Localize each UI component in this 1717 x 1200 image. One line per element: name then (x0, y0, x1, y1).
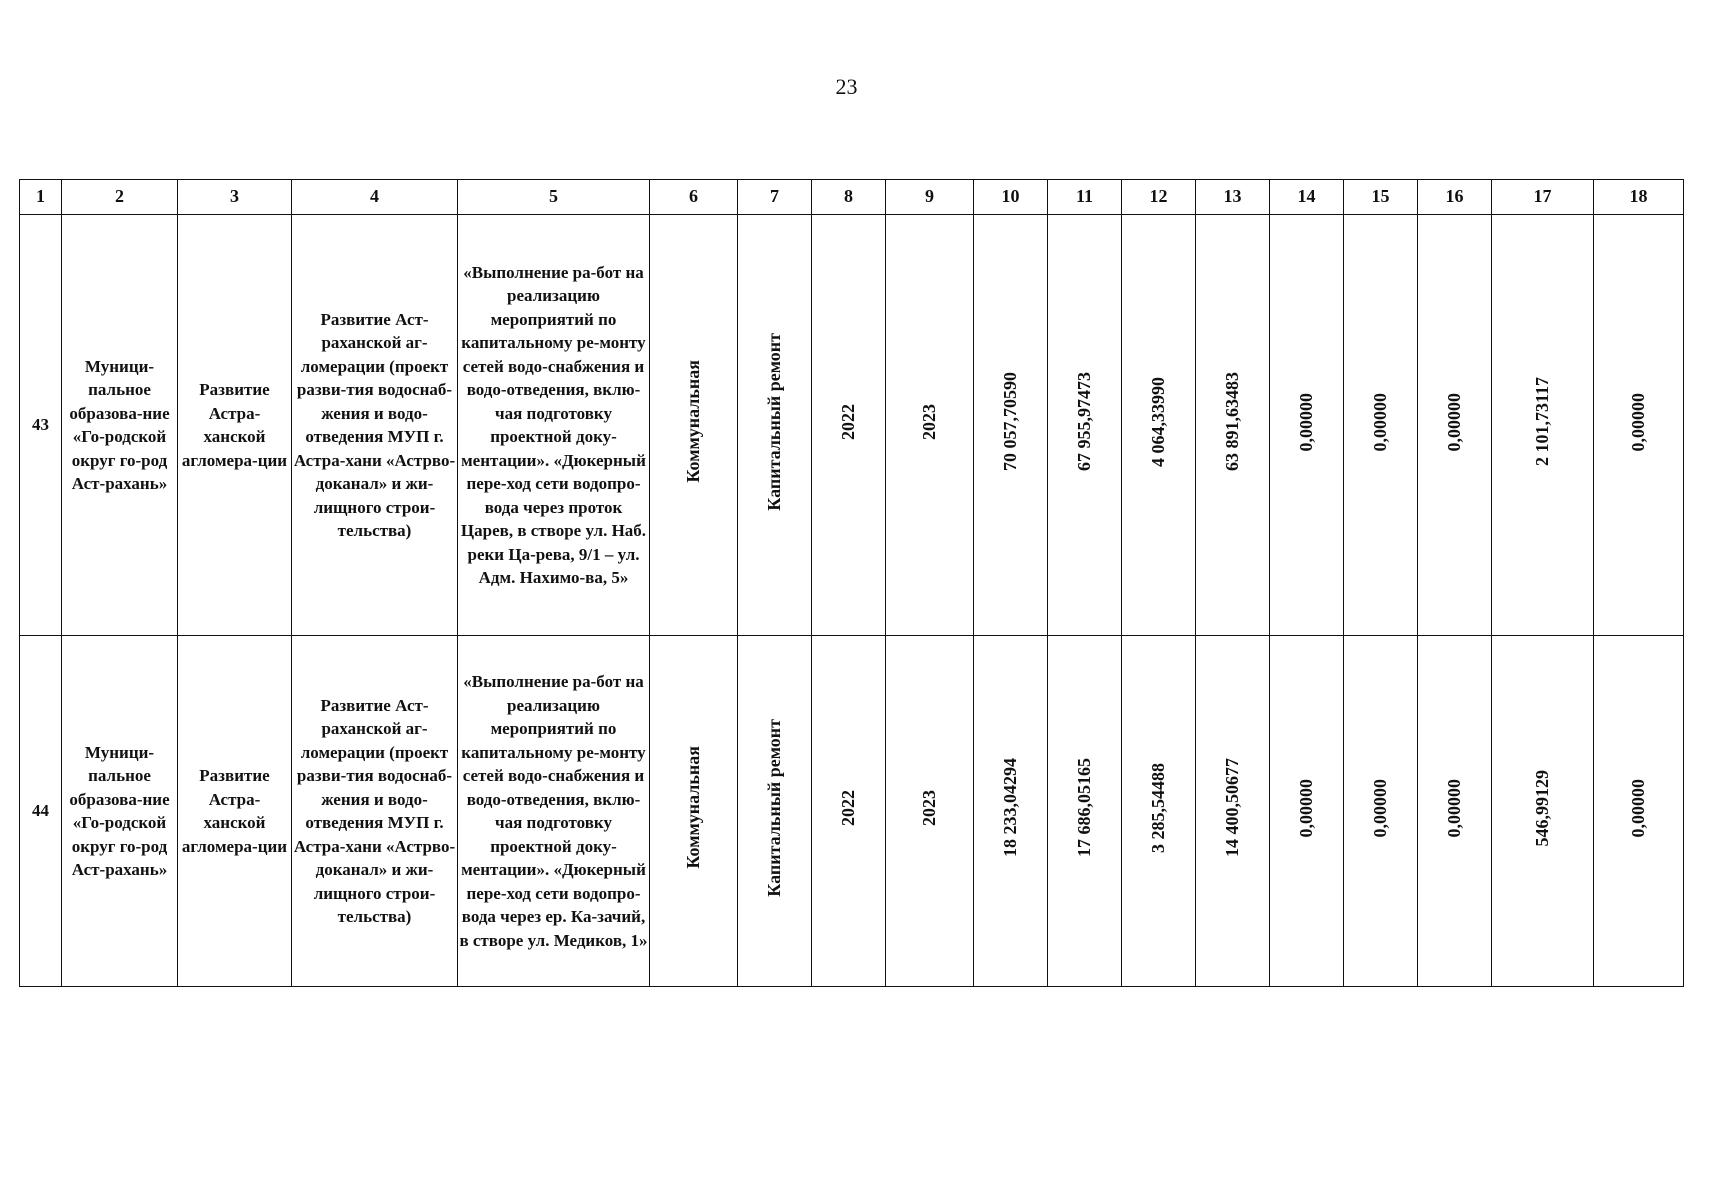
column-header-16: 16 (1418, 180, 1492, 215)
object-cell: «Выполнение ра-бот на реализацию мероприятий по капитальному ре-монту сетей водо-снабжения и водо-отведения, вклю-чая подготовку проектной доку-ментации». «Дюкерный пере-ход сети водопро-вода через ер. Ка-зачий, в створе ул. Медиков, 1» (458, 636, 650, 987)
column-header-5: 5 (458, 180, 650, 215)
value-text-16: 0,00000 (1443, 778, 1464, 837)
table-row (20, 215, 1684, 636)
work-type-cell (738, 215, 812, 636)
value-text-10: 18 233,04294 (999, 758, 1020, 858)
municipality-cell: Муници-пальное образова-ние «Го-родской округ го-род Аст-рахань» (62, 636, 178, 987)
value-text-11: 67 955,97473 (1073, 372, 1094, 472)
sphere-text: Коммунальная (682, 746, 703, 870)
value-text-15: 0,00000 (1369, 778, 1390, 837)
value-cell-16 (1418, 636, 1492, 987)
column-header-10: 10 (974, 180, 1048, 215)
value-cell-11 (1048, 636, 1122, 987)
sphere-cell (650, 215, 738, 636)
value-text-12: 3 285,54488 (1147, 762, 1168, 853)
value-text-12: 4 064,33990 (1147, 376, 1168, 467)
value-text-14: 0,00000 (1295, 392, 1316, 451)
value-cell-18 (1594, 215, 1684, 636)
work-type-text: Капитальный ремонт (763, 718, 784, 897)
value-text-14: 0,00000 (1295, 778, 1316, 837)
value-cell-11 (1048, 215, 1122, 636)
row-number-cell: 44 (20, 636, 62, 987)
value-cell-16 (1418, 215, 1492, 636)
column-header-11: 11 (1048, 180, 1122, 215)
object-cell: «Выполнение ра-бот на реализацию мероприятий по капитальному ре-монту сетей водо-снабжения и водо-отведения, вклю-чая подготовку проектной доку-ментации». «Дюкерный пере-ход сети водопро-вода через проток Царев, в створе ул. Наб. реки Ца-рева, 9/1 – ул. Адм. Нахимо-ва, 5» (458, 215, 650, 636)
value-cell-13 (1196, 215, 1270, 636)
column-header-2: 2 (62, 180, 178, 215)
municipality-cell: Муници-пальное образова-ние «Го-родской округ го-род Аст-рахань» (62, 215, 178, 636)
value-cell-12 (1122, 215, 1196, 636)
value-text-13: 63 891,63483 (1221, 372, 1242, 472)
sphere-cell (650, 636, 738, 987)
page-number: 23 (835, 74, 858, 99)
work-type-text: Капитальный ремонт (763, 332, 784, 511)
value-cell-14 (1270, 636, 1344, 987)
year-start-text: 2022 (837, 403, 858, 440)
column-header-8: 8 (812, 180, 886, 215)
value-text-15: 0,00000 (1369, 392, 1390, 451)
sphere-text: Коммунальная (682, 360, 703, 484)
year-end-text: 2023 (918, 789, 939, 826)
value-text-18: 0,00000 (1627, 778, 1648, 837)
column-number-row (20, 180, 1684, 215)
column-header-9: 9 (886, 180, 974, 215)
value-text-11: 17 686,05165 (1073, 758, 1094, 858)
table-row (20, 636, 1684, 987)
column-header-15: 15 (1344, 180, 1418, 215)
year-start-cell (812, 636, 886, 987)
value-text-10: 70 057,70590 (999, 372, 1020, 472)
column-header-6: 6 (650, 180, 738, 215)
column-header-14: 14 (1270, 180, 1344, 215)
investment-table (19, 179, 1684, 987)
value-cell-18 (1594, 636, 1684, 987)
value-cell-15 (1344, 215, 1418, 636)
value-cell-13 (1196, 636, 1270, 987)
value-text-17: 546,99129 (1531, 769, 1552, 846)
value-cell-17 (1492, 636, 1594, 987)
value-text-13: 14 400,50677 (1221, 758, 1242, 858)
column-header-1: 1 (20, 180, 62, 215)
column-header-12: 12 (1122, 180, 1196, 215)
column-header-3: 3 (178, 180, 292, 215)
work-type-cell (738, 636, 812, 987)
value-cell-10 (974, 215, 1048, 636)
column-header-4: 4 (292, 180, 458, 215)
year-end-cell (886, 636, 974, 987)
project-cell: Развитие Аст-раханской аг-ломерации (проект разви-тия водоснаб-жения и водо-отведения МУП г. Астра-хани «Астрво-доканал» и жи-лищного строи-тельства) (292, 636, 458, 987)
row-number-cell: 43 (20, 215, 62, 636)
column-header-13: 13 (1196, 180, 1270, 215)
column-header-7: 7 (738, 180, 812, 215)
value-cell-14 (1270, 215, 1344, 636)
value-text-16: 0,00000 (1443, 392, 1464, 451)
year-start-cell (812, 215, 886, 636)
value-cell-10 (974, 636, 1048, 987)
column-header-17: 17 (1492, 180, 1594, 215)
value-cell-12 (1122, 636, 1196, 987)
year-end-text: 2023 (918, 403, 939, 440)
project-cell: Развитие Аст-раханской аг-ломерации (проект разви-тия водоснаб-жения и водо-отведения МУП г. Астра-хани «Астрво-доканал» и жи-лищного строи-тельства) (292, 215, 458, 636)
column-header-18: 18 (1594, 180, 1684, 215)
program-cell: Развитие Астра-ханской агломера-ции (178, 215, 292, 636)
program-cell: Развитие Астра-ханской агломера-ции (178, 636, 292, 987)
value-cell-17 (1492, 215, 1594, 636)
value-text-18: 0,00000 (1627, 392, 1648, 451)
year-end-cell (886, 215, 974, 636)
value-cell-15 (1344, 636, 1418, 987)
value-text-17: 2 101,73117 (1531, 377, 1552, 467)
year-start-text: 2022 (837, 789, 858, 826)
